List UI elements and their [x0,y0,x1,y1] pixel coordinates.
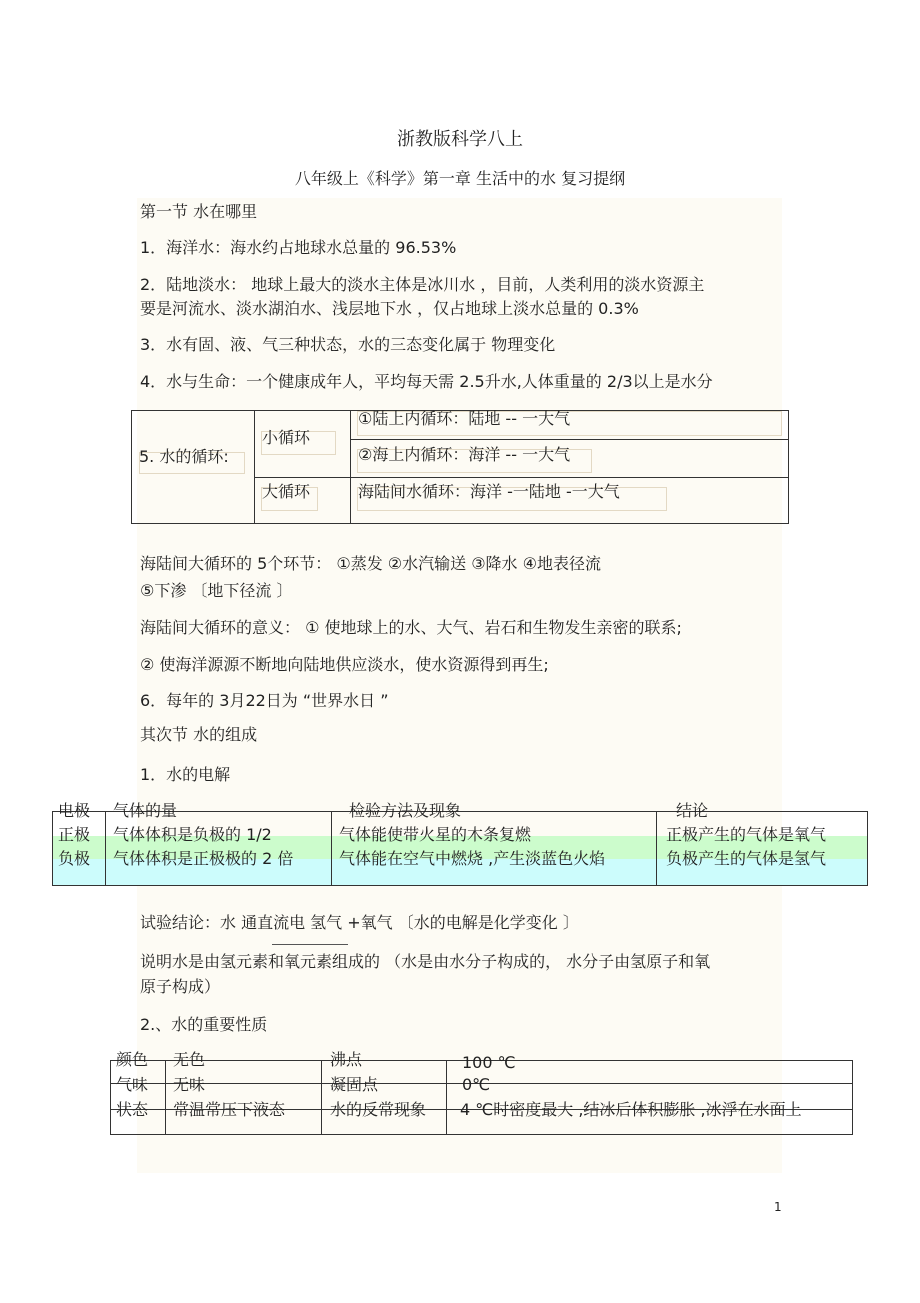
table-row-color: 颜色 [116,1050,149,1069]
electrolysis-header-conclusion: 结论 [676,801,709,820]
section1-heading: 第一节 水在哪里 [140,202,258,221]
table-row-positive-electrode: 正极 [58,825,91,844]
sea-cycle-text: ②海上内循环：海洋 -- 一大气 [358,445,571,464]
electrolysis-header-electrode: 电极 [58,801,91,820]
cycle-links-line2: ⑤下渗 〔地下径流 〕 [140,581,293,600]
table-cell: 无色 [173,1050,206,1069]
table-cell: 凝固点 [330,1075,379,1094]
composition-explanation-line1: 说明水是由氢元素和氧元素组成的 （水是由水分子构成的， 水分子由氢原子和氧 [140,952,711,971]
experiment-conclusion: 试验结论：水 通直流电 氢气 +氧气 〔水的电解是化学变化 〕 [140,913,579,932]
table-cell: 100 ℃ [462,1053,516,1072]
table-cell: 气体能在空气中燃烧 ,产生淡蓝色火焰 [339,849,606,868]
table-cell: 气体体积是负极的 1/2 [113,825,272,844]
page-subtitle: 八年级上《科学》第一章 生活中的水 复习提纲 [294,169,626,188]
table-cell: 气体能使带火星的木条复燃 [339,825,532,844]
properties-heading: 2.、水的重要性质 [140,1015,268,1034]
paragraph-fresh-water-line2: 要是河流水、淡水湖泊水、浅层地下水 ，仅占地球上淡水总量的 0.3% [140,299,639,318]
cycle-meaning-2: ② 使海洋源源不断地向陆地供应淡水，使水资源得到再生; [140,655,549,674]
composition-explanation-line2: 原子构成） [140,977,221,996]
paragraph-fresh-water-line1: 2．陆地淡水： 地球上最大的淡水主体是冰川水 ，目前，人类利用的淡水资源主 [140,275,705,294]
table-cell: 气体体积是正极极的 2 倍 [113,849,294,868]
table-cell: 常温常压下液态 [173,1100,286,1119]
paragraph-ocean-water: 1．海洋水：海水约占地球水总量的 96.53% [140,238,457,257]
electrolysis-header-test-method: 检验方法及现象 [349,801,462,820]
sea-land-cycle-text: 海陆间水循环：海洋 -一陆地 -一大气 [358,482,620,501]
table-cell: 沸点 [330,1050,363,1069]
table-cell: 正极产生的气体是氧气 [666,825,827,844]
page-number: 1 [774,1200,782,1214]
table-row-state: 状态 [116,1100,149,1119]
reaction-condition-underline [272,944,348,945]
paragraph-three-states: 3．水有固、液、气三种状态，水的三态变化属于 物理变化 [140,335,556,354]
small-cycle-label: 小循环 [262,428,311,447]
table-cell: 负极产生的气体是氢气 [666,849,827,868]
electrolysis-heading: 1．水的电解 [140,765,231,784]
paragraph-water-life: 4．水与生命：一个健康成年人，平均每天需 2.5升水,人体重量的 2/3以上是水分 [140,372,713,391]
land-cycle-text: ①陆上内循环：陆地 -- 一大气 [358,409,571,428]
table-row-negative-electrode: 负极 [58,849,91,868]
cycle-label: 5. 水的循环: [139,447,229,466]
big-cycle-label: 大循环 [262,482,311,501]
table-cell: 4 ℃时密度最大 ,结冰后体积膨胀 ,冰浮在水面上 [460,1100,802,1119]
table-cell: 无味 [173,1075,206,1094]
cycle-links-line1: 海陆间大循环的 5个环节： ①蒸发 ②水汽输送 ③降水 ④地表径流 [140,554,601,573]
electrolysis-header-gas-amount: 气体的量 [113,801,178,820]
table-cell: 水的反常现象 [330,1100,427,1119]
world-water-day: 6．每年的 3月22日为 “世界水日 ” [140,691,389,710]
section2-heading: 其次节 水的组成 [140,725,258,744]
page-title: 浙教版科学八上 [397,129,523,150]
cycle-meaning-1: 海陆间大循环的意义： ① 使地球上的水、大气、岩石和生物发生亲密的联系; [140,618,682,637]
table-row-odor: 气味 [116,1075,149,1094]
table-cell: 0℃ [462,1075,491,1094]
